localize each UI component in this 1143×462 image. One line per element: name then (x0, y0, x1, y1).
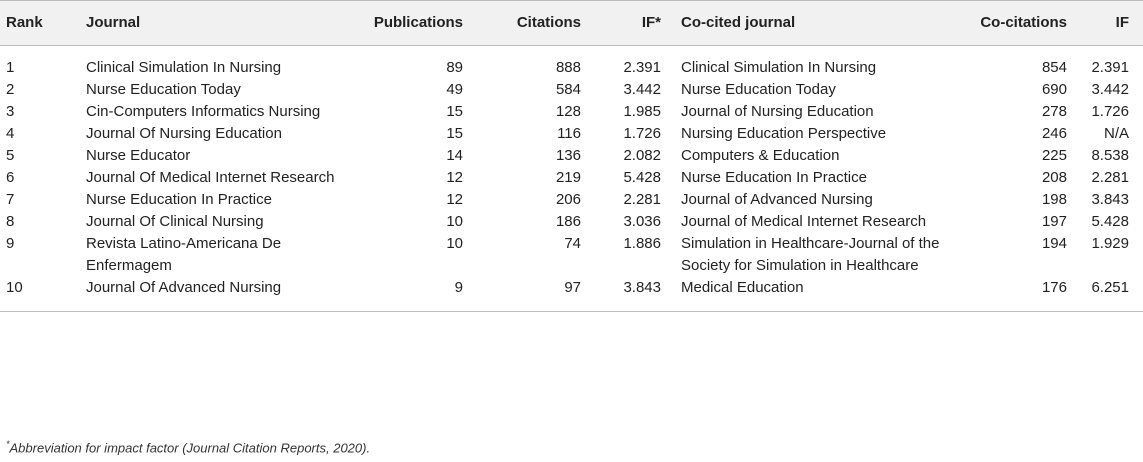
table-row (0, 79, 1143, 101)
table-row (0, 277, 1143, 312)
header-rank: Rank (0, 1, 80, 46)
cell-publications: 15 (446, 125, 463, 142)
cell-if: 2.281 (623, 191, 661, 208)
cell-journal: Journal Of Medical Internet Research (86, 169, 335, 186)
cell-if: 3.843 (595, 277, 675, 312)
cell-co-citations: 278 (1041, 103, 1067, 120)
cell-if: 1.726 (623, 125, 661, 142)
cell-co-citations: 690 (1041, 81, 1067, 98)
cell-co-citations: 246 (1041, 125, 1067, 142)
header-co-citations: Co-citations (943, 1, 1081, 46)
cell-co-cited-journal: Nurse Education Today (681, 81, 836, 98)
cell-publications: 15 (446, 103, 463, 120)
table-row (0, 46, 1143, 80)
header-co-cited-journal: Co-cited journal (675, 1, 943, 46)
cell-rank: 2 (6, 81, 15, 98)
cell-rank: 4 (6, 125, 15, 142)
cell-rank: 7 (6, 191, 15, 208)
cell-co-if: 3.442 (1091, 81, 1129, 98)
header-journal: Journal (80, 1, 342, 46)
header-if: IF (1081, 1, 1143, 46)
cell-citations: 186 (555, 213, 581, 230)
cell-if: 2.082 (623, 147, 661, 164)
cell-journal: Cin-Computers Informatics Nursing (86, 103, 321, 120)
footnote-text: Abbreviation for impact factor (Journal Citation Reports, 2020). (9, 440, 371, 456)
cell-citations: 97 (477, 277, 595, 312)
cell-citations: 128 (555, 103, 581, 120)
cell-publications: 9 (342, 277, 477, 312)
cell-co-citations: 197 (1041, 213, 1067, 230)
cell-rank: 5 (6, 147, 15, 164)
cell-co-cited-journal: Clinical Simulation In Nursing (681, 59, 877, 76)
cell-if: 5.428 (623, 169, 661, 186)
cell-publications: 49 (446, 81, 463, 98)
table-row (0, 101, 1143, 123)
table-row (0, 167, 1143, 189)
table-row (0, 123, 1143, 145)
cell-rank: 9 (6, 235, 15, 252)
header-citations: Citations (477, 1, 595, 46)
cell-citations: 584 (555, 81, 581, 98)
header-publications: Publications (342, 1, 477, 46)
cell-if: 3.442 (623, 81, 661, 98)
cell-citations: 888 (555, 59, 581, 76)
cell-co-citations: 854 (1041, 59, 1067, 76)
cell-co-citations: 176 (943, 277, 1081, 312)
cell-co-cited-journal: Nurse Education In Practice (681, 169, 867, 186)
table-row (0, 189, 1143, 211)
cell-co-if: 2.391 (1091, 59, 1129, 76)
cell-co-if: 1.929 (1091, 235, 1129, 252)
table-footnote (6, 439, 370, 455)
table-row (0, 211, 1143, 233)
cell-citations: 116 (557, 125, 581, 142)
cell-co-if: 6.251 (1081, 277, 1143, 312)
cell-publications: 12 (446, 191, 463, 208)
cell-publications: 89 (446, 59, 463, 76)
cell-publications: 14 (446, 147, 463, 164)
cell-co-cited-journal: Journal of Advanced Nursing (681, 191, 873, 208)
cell-citations: 219 (555, 169, 581, 186)
cell-journal: Journal Of Clinical Nursing (86, 213, 264, 230)
cell-co-if: 5.428 (1091, 213, 1129, 230)
cell-co-if: 2.281 (1091, 169, 1129, 186)
table-row (0, 233, 1143, 277)
cell-if: 1.985 (623, 103, 661, 120)
cell-co-cited-journal: Computers & Education (681, 147, 840, 164)
cell-publications: 10 (446, 213, 463, 230)
cell-rank: 10 (0, 277, 80, 312)
cell-co-citations: 208 (1041, 169, 1067, 186)
cell-co-if: 3.843 (1091, 191, 1129, 208)
cell-journal: Nurse Educator (86, 147, 191, 164)
footnote-marker: * (6, 439, 10, 449)
cell-citations: 206 (555, 191, 581, 208)
table-row (0, 145, 1143, 167)
cell-journal: Clinical Simulation In Nursing (86, 59, 282, 76)
header-if-star: IF* (595, 1, 675, 46)
cell-co-cited-journal: Simulation in Healthcare-Journal of the Society for Simulation in Healthcare (681, 235, 940, 274)
cell-rank: 6 (6, 169, 15, 186)
cell-co-cited-journal: Journal of Medical Internet Research (681, 213, 927, 230)
cell-co-citations: 198 (1041, 191, 1067, 208)
cell-citations: 74 (564, 235, 581, 252)
cell-co-if: N/A (1103, 125, 1129, 142)
cell-journal: Nurse Education In Practice (86, 191, 272, 208)
cell-journal: Nurse Education Today (86, 81, 241, 98)
cell-journal: Revista Latino-Americana De Enfermagem (86, 235, 282, 274)
cell-if: 1.886 (623, 235, 661, 252)
cell-co-cited-journal: Medical Education (675, 277, 943, 312)
cell-co-citations: 194 (1041, 235, 1067, 252)
cell-if: 3.036 (623, 213, 661, 230)
cell-rank: 3 (6, 103, 15, 120)
cell-journal: Journal Of Advanced Nursing (80, 277, 342, 312)
table-header-row (0, 1, 1143, 46)
cell-citations: 136 (555, 147, 581, 164)
cell-co-cited-journal: Journal of Nursing Education (681, 103, 874, 120)
cell-journal: Journal Of Nursing Education (86, 125, 282, 142)
cell-co-if: 1.726 (1091, 103, 1129, 120)
cell-rank: 1 (6, 59, 15, 76)
cell-co-citations: 225 (1041, 147, 1067, 164)
cell-co-if: 8.538 (1091, 147, 1129, 164)
cell-publications: 12 (446, 169, 463, 186)
cell-if: 2.391 (623, 59, 661, 76)
cell-publications: 10 (446, 235, 463, 252)
cell-co-cited-journal: Nursing Education Perspective (681, 125, 887, 142)
cell-rank: 8 (6, 213, 15, 230)
